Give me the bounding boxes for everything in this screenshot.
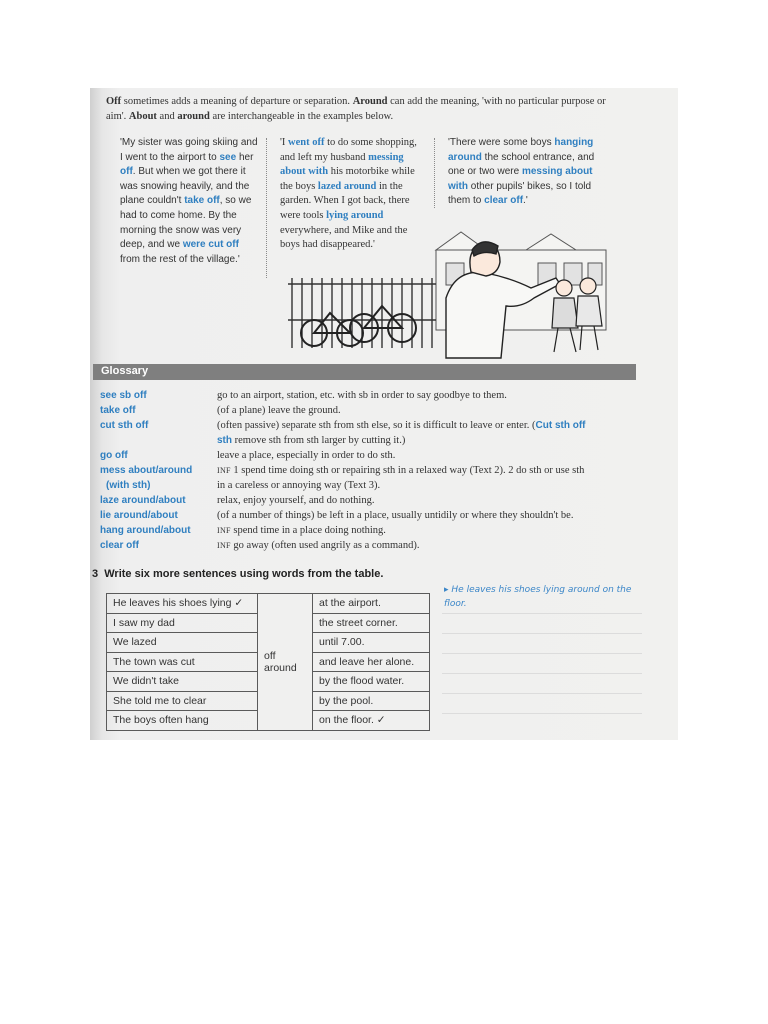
text-2-part: everywhere, and Mike and the boys had disappeared.' [280,224,408,251]
text-2-part: 'I [280,137,289,148]
text-1 [120,136,260,267]
glossary-definition: go to an airport, station, etc. with sb in order to say goodbye to them. [217,390,507,401]
glossary-term: laze around/about [100,495,186,506]
intro-about: About [128,111,157,122]
text-1-part: from the rest of the village.' [120,253,240,265]
answer-line[interactable] [442,693,642,694]
answer-line[interactable] [442,633,642,634]
glossary-term: hang around/about [100,525,191,536]
intro-around: Around [352,96,388,107]
text-2-phrasal: went off [288,137,325,148]
answer-line[interactable] [442,613,642,614]
glossary-definition-text: 1 spend time doing sth or repairing sth in a relaxed way (Text 2). 2 do sth or use sth [230,465,585,476]
answer-line[interactable] [442,653,642,654]
glossary-definition: leave a place, especially in order to do sth. [217,450,396,461]
text-3-part: .' [523,195,528,207]
text-3-part: the school entrance, and one or two were [448,151,595,178]
sentence-start-cell: I saw my dad [107,613,258,633]
exercise-table [106,593,430,731]
glossary-term: lie around/about [100,510,178,521]
intro-paragraph [106,94,626,124]
text-1-phrasal: off [120,166,133,178]
sentence-end-cell: the street corner. [313,613,430,633]
informal-label: INF [217,466,231,475]
text-2-phrasal: messing about with [280,151,404,178]
glossary-definition-text: go away (often used angrily as a command). [230,540,420,551]
sentence-start-cell: We lazed [107,633,258,653]
text-3-phrasal: messing about with [448,166,593,192]
glossary-definition [217,463,637,493]
intro-text-1: sometimes adds a meaning of departure or separation. [121,96,353,107]
cartoon-illustration [286,228,608,363]
text-2-part: his motorbike while the boys [280,166,415,192]
column-divider [266,138,267,278]
glossary-header-bar [93,364,636,380]
text-3-phrasal: clear off [484,195,524,207]
sentence-start-cell: We didn't take [107,672,258,692]
text-1-phrasal: were cut off [182,239,239,251]
text-1-part: her [236,151,254,163]
particle-cell [258,594,313,731]
glossary-definition-text: spend time in a place doing nothing. [230,525,386,536]
glossary-term: take off [100,405,136,416]
exercise-heading [92,568,383,580]
glossary-term-text: mess about/around [100,465,193,476]
glossary-term-text: (with sth) [106,480,151,491]
glossary-subterm: sth [217,435,232,446]
intro-text-3: and [156,111,178,122]
glossary-definition: (of a plane) leave the ground. [217,405,341,416]
text-3-phrasal: hanging around [448,137,594,163]
particle-off: off [264,649,276,662]
text-1-part: 'My sister was going skiing and I went to the airport to [120,137,258,163]
glossary-definition [217,538,637,553]
glossary-definition [217,523,637,538]
glossary-definition: relax, enjoy yourself, and do nothing. [217,495,375,506]
glossary-term: cut sth off [100,420,149,431]
glossary-term: clear off [100,540,139,551]
answer-arrow-icon: ▸ [444,585,449,595]
exercise-title: Write six more sentences using words from the table. [104,568,384,580]
glossary-term: go off [100,450,128,461]
intro-around-2: around [177,111,210,122]
answer-line[interactable] [442,673,642,674]
sentence-start-cell: He leaves his shoes lying ✓ [107,594,258,614]
glossary-definition-text: remove sth from sth larger by cutting it.) [232,435,406,446]
text-2-phrasal: lazed around [317,180,377,192]
sentence-end-cell: on the floor. ✓ [313,711,430,731]
exercise-number: 3 [92,568,99,580]
glossary-definition-text: in a careless or annoying way (Text 3). [217,480,381,491]
intro-text-4: are interchangeable in the examples below. [209,111,394,122]
glossary-row [100,418,640,448]
text-1-phrasal: take off [184,195,220,207]
text-3-part: 'There were some boys [448,137,555,148]
answer-line[interactable] [442,713,642,714]
sentence-start-cell: The town was cut [107,652,258,672]
text-3-part: other pupils' bikes, so I told them to [448,180,592,207]
informal-label: INF [217,541,231,550]
text-2-part: to do some shopping, and left my husband [280,137,417,163]
text-1-phrasal: see [219,151,237,163]
particle-around: around [264,661,297,674]
example-answer [444,583,644,611]
sentence-start-cell: She told me to clear [107,691,258,711]
intro-off: Off [106,96,122,107]
glossary-definition-text: (often passive) separate sth from sth else, so it is difficult to leave or enter. ( [217,420,536,431]
sentence-start-cell: The boys often hang [107,711,258,731]
table-row [107,594,430,614]
intro-text-2: can add the meaning, 'with no particular purpose or aim'. [106,96,606,122]
glossary-term: see sb off [100,390,147,401]
column-divider [434,138,435,208]
glossary-term [100,463,218,493]
sentence-end-cell: until 7.00. [313,633,430,653]
glossary-row [100,463,640,493]
sentence-end-cell: at the airport. [313,594,430,614]
text-3 [448,136,608,209]
glossary-heading: Glossary [101,365,149,377]
sentence-end-cell: by the pool. [313,691,430,711]
text-2-phrasal: lying around [326,209,384,221]
text-2-part: in the garden. When I got back, there were tools [280,180,410,221]
text-1-part: . But when we got there it was snowing heavily, and the plane couldn't [120,166,250,207]
sentence-end-cell: and leave her alone. [313,652,430,672]
informal-label: INF [217,526,231,535]
example-answer-text: He leaves his shoes lying around on the floor. [444,585,632,609]
glossary-subterm: Cut sth off [535,420,586,431]
text-1-part: , so we had to come home. By the morning the snow was very deep, and we [120,195,252,251]
sentence-end-cell: by the flood water. [313,672,430,692]
glossary-definition [217,418,637,448]
glossary-definition: (of a number of things) be left in a place, usually untidily or where they shouldn't be. [217,510,574,521]
